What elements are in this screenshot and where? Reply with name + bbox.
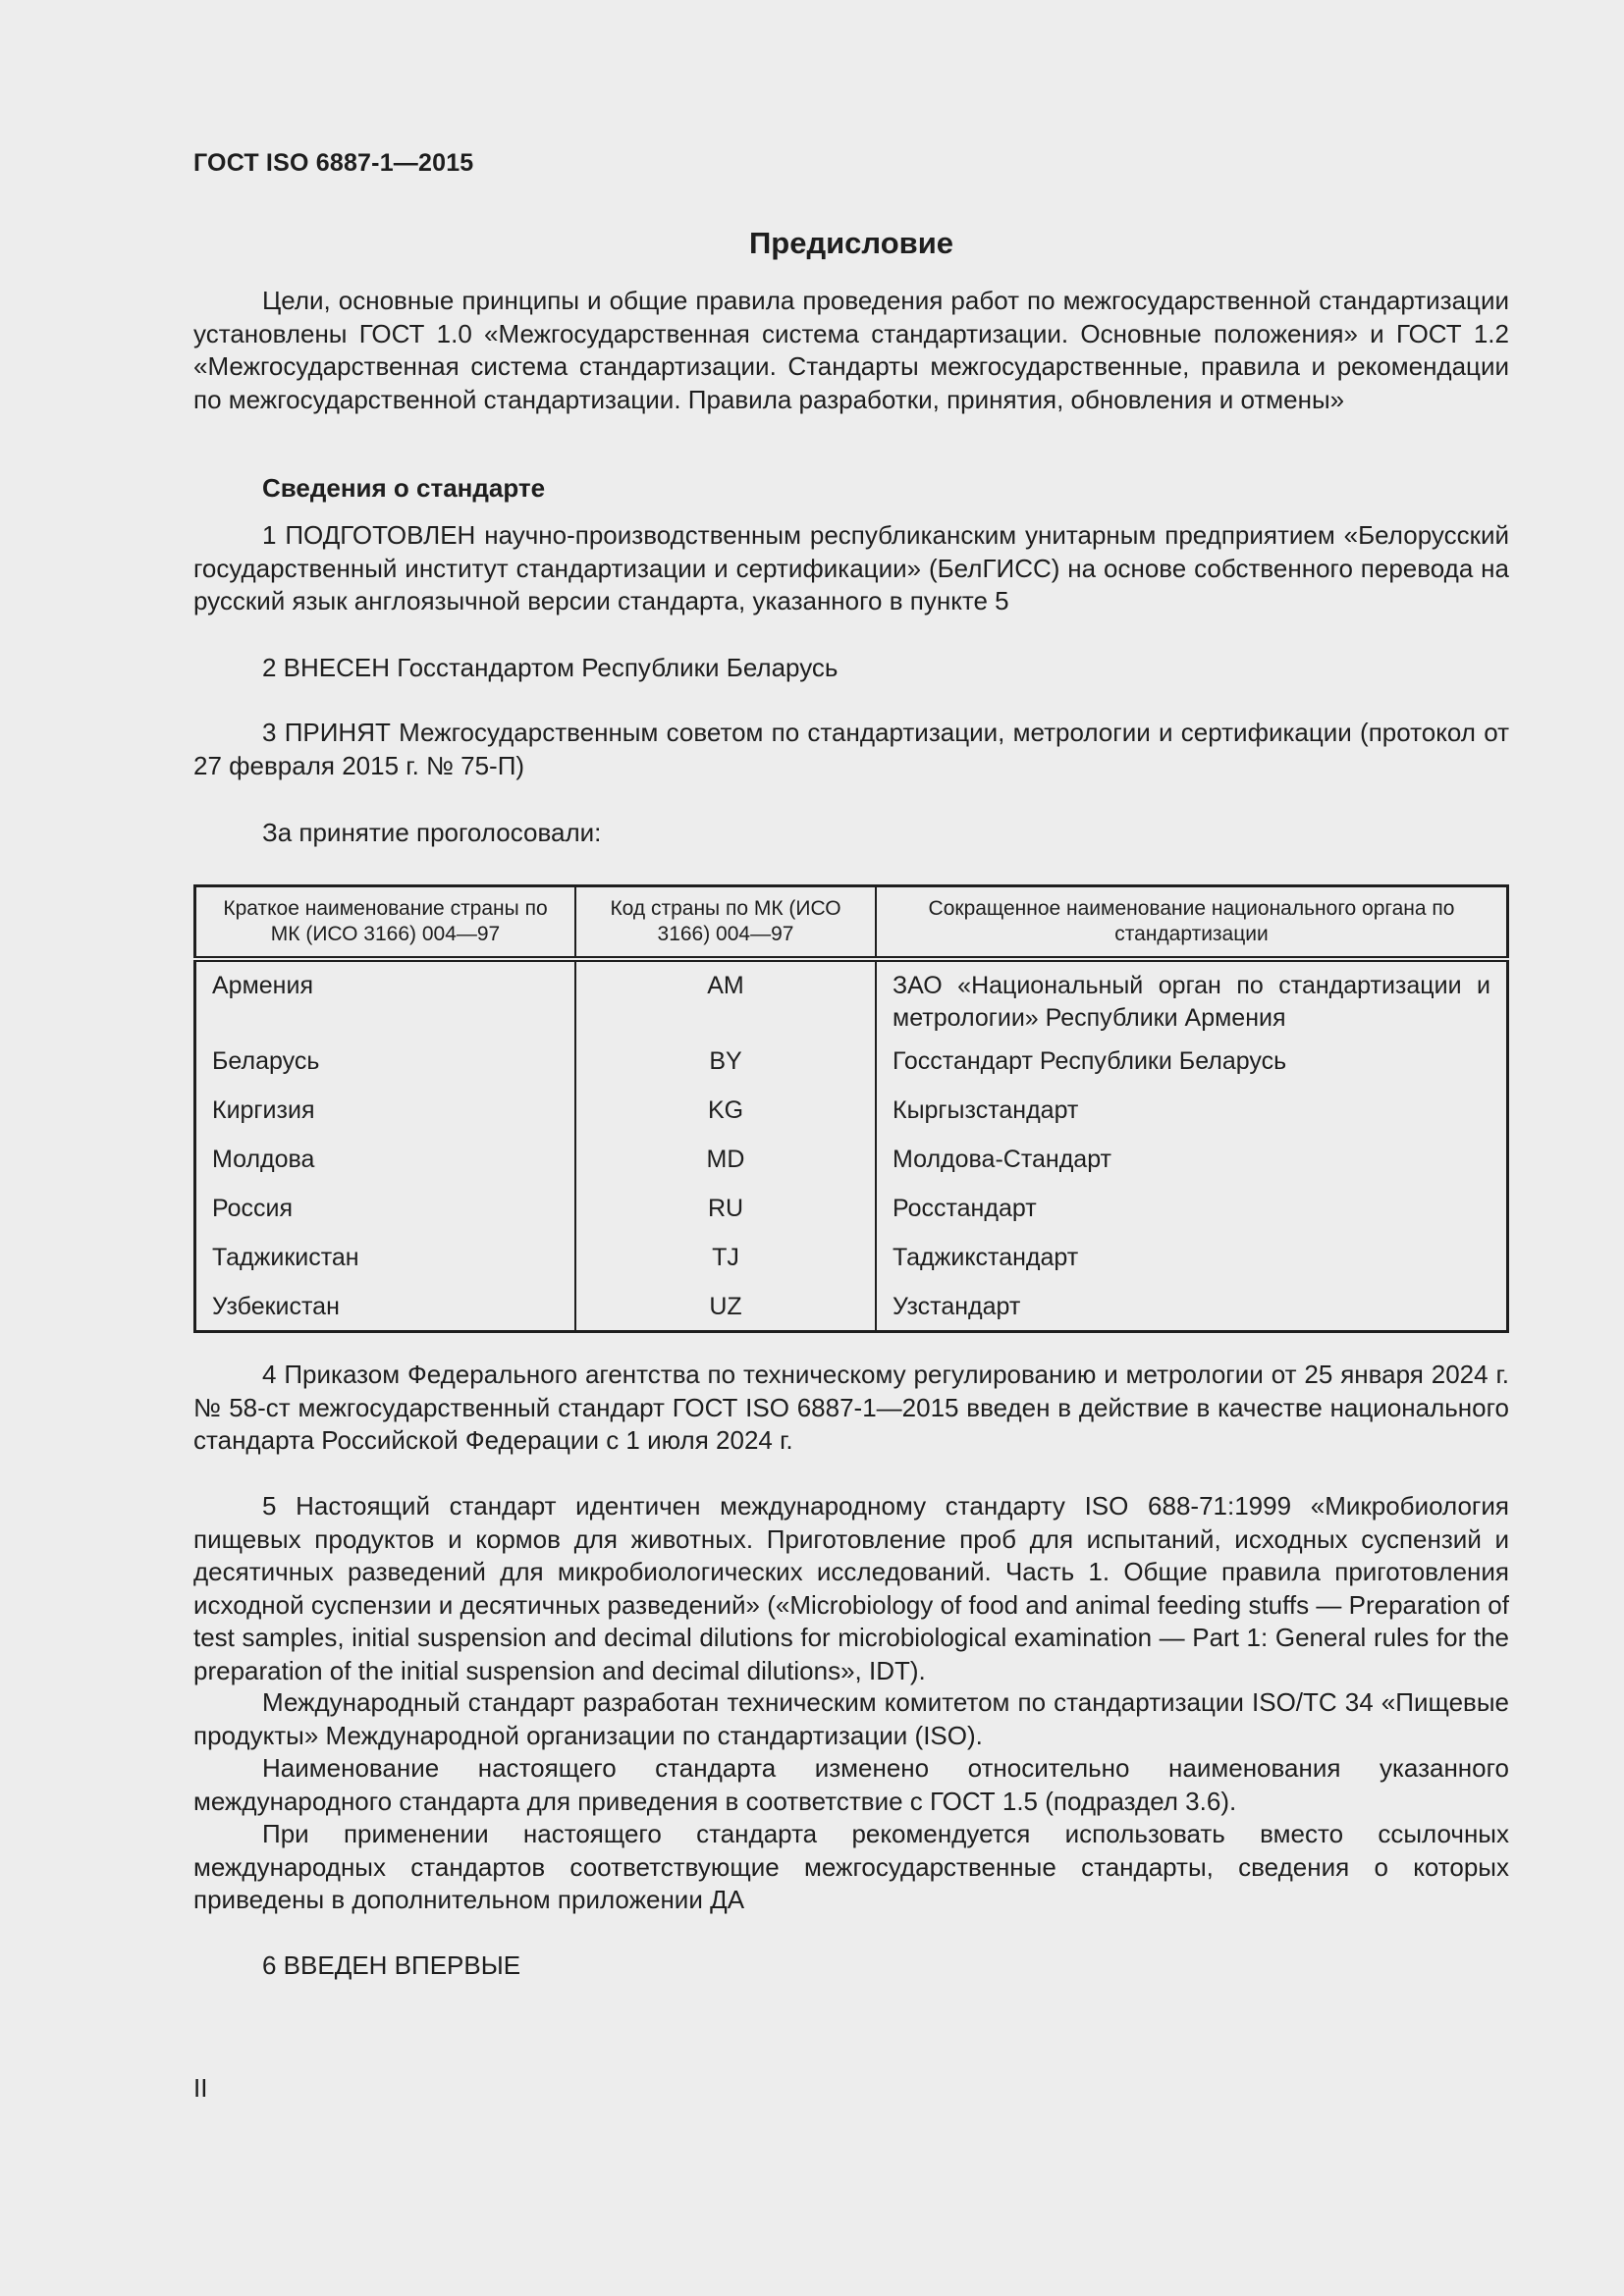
voted-label: За принятие проголосовали: [262, 818, 602, 847]
preface-title: Предисловие [748, 226, 953, 260]
item-5-references-paragraph: При применении настоящего стандарта рекомендуется использовать вместо ссылочных международных стандартов соответствующие межгосударственные стандарты, сведения о которых приведены в дополнительном приложении ДА [193, 1819, 1509, 1914]
item-5-identical: 5 Настоящий стандарт идентичен международному стандарту ISO 688-71:1999 «Микробиология пищевых продуктов и кормов для животных. Приготовление проб для испытаний, исходных суспензий и десятичных разведений для микробиологических исследований. Часть 1. Общие правила приготовления исходной суспензии и десятичных разведений» («Microbiology of food and animal feeding stuffs — Preparation of test samples, initial suspension and decimal dilutions for microbiological examination — Part 1: General rules for the preparation of the initial suspension and decimal dilutions», IDT). [193, 1491, 1509, 1685]
header-country-code: Код страны по МК (ИСО 3166) 004—97 [575, 886, 876, 960]
cell-national-body: Молдова-Стандарт [876, 1138, 1508, 1187]
table-row [195, 1040, 1508, 1089]
page-number: II [193, 2073, 208, 2103]
table-row [195, 959, 1508, 1040]
cell-code: UZ [575, 1285, 876, 1332]
item-3-adopted: 3 ПРИНЯТ Межгосударственным советом по стандартизации, метрологии и сертификации (протокол от 27 февраля 2015 г. № 75-П) [193, 718, 1509, 780]
cell-national-body: Росстандарт [876, 1187, 1508, 1236]
cell-country: Киргизия [212, 1096, 315, 1124]
cell-national-body: Таджикстандарт [876, 1236, 1508, 1285]
item-1-prepared: 1 ПОДГОТОВЛЕН научно-производственным республиканским унитарным предприятием «Белорусский государственный институт стандартизации и сертификации» (БелГИСС) на основе собственного перевода на русский язык англоязычной версии стандарта, указанного в пункте 5 [193, 520, 1509, 615]
cell-code: BY [575, 1040, 876, 1089]
header-country-name: Краткое наименование страны по МК (ИСО 3166) 004—97 [195, 886, 576, 960]
item-4-order: 4 Приказом Федерального агентства по техническому регулированию и метрологии от 25 января 2024 г. № 58-ст межгосударственный стандарт ГОСТ ISO 6887-1—2015 введен в действие в качестве национального стандарта Российской Федерации с 1 июля 2024 г. [193, 1360, 1509, 1455]
voting-countries-table [193, 884, 1509, 1333]
table-row [195, 1236, 1508, 1285]
cell-country: Армения [212, 972, 313, 999]
table-row [195, 1089, 1508, 1138]
cell-code: TJ [575, 1236, 876, 1285]
table-row [195, 1187, 1508, 1236]
standard-info-heading: Сведения о стандарте [262, 473, 546, 503]
item-5-developer-paragraph: Международный стандарт разработан техническим комитетом по стандартизации ISO/TC 34 «Пищевые продукты» Международной организации по стандартизации (ISO). [193, 1687, 1509, 1750]
item-2-submitted: 2 ВНЕСЕН Госстандартом Республики Беларусь [262, 653, 839, 682]
cell-country: Таджикистан [212, 1244, 359, 1271]
cell-national-body: Узстандарт [876, 1285, 1508, 1332]
cell-national-body: Госстандарт Республики Беларусь [876, 1040, 1508, 1089]
cell-code: RU [575, 1187, 876, 1236]
item-6-first-introduced: 6 ВВЕДЕН ВПЕРВЫЕ [262, 1950, 521, 1980]
table-row [195, 1138, 1508, 1187]
cell-country: Беларусь [212, 1047, 320, 1075]
table-header-row [195, 886, 1508, 960]
header-national-body: Сокращенное наименование национального органа по стандартизации [876, 886, 1508, 960]
cell-country: Россия [212, 1195, 293, 1222]
item-5-name-change-paragraph: Наименование настоящего стандарта изменено относительно наименования указанного международного стандарта для приведения в соответствие с ГОСТ 1.5 (подраздел 3.6). [193, 1753, 1509, 1816]
table-row [195, 1285, 1508, 1332]
cell-code: AM [575, 959, 876, 1040]
cell-code: MD [575, 1138, 876, 1187]
cell-code: KG [575, 1089, 876, 1138]
cell-national-body: ЗАО «Национальный орган по стандартизации и метрологии» Республики Армения [876, 959, 1508, 1040]
cell-country: Молдова [212, 1146, 315, 1173]
cell-country: Узбекистан [212, 1293, 340, 1320]
document-code-header: ГОСТ ISO 6887-1—2015 [193, 149, 474, 177]
preface-intro-paragraph: Цели, основные принципы и общие правила проведения работ по межгосударственной стандартизации установлены ГОСТ 1.0 «Межгосударственная система стандартизации. Основные положения» и ГОСТ 1.2 «Межгосударственная система стандартизации. Стандарты межгосударственные, правила и рекомендации по межгосударственной стандартизации. Правила разработки, принятия, обновления и отмены» [193, 286, 1509, 414]
cell-national-body: Кыргызстандарт [876, 1089, 1508, 1138]
